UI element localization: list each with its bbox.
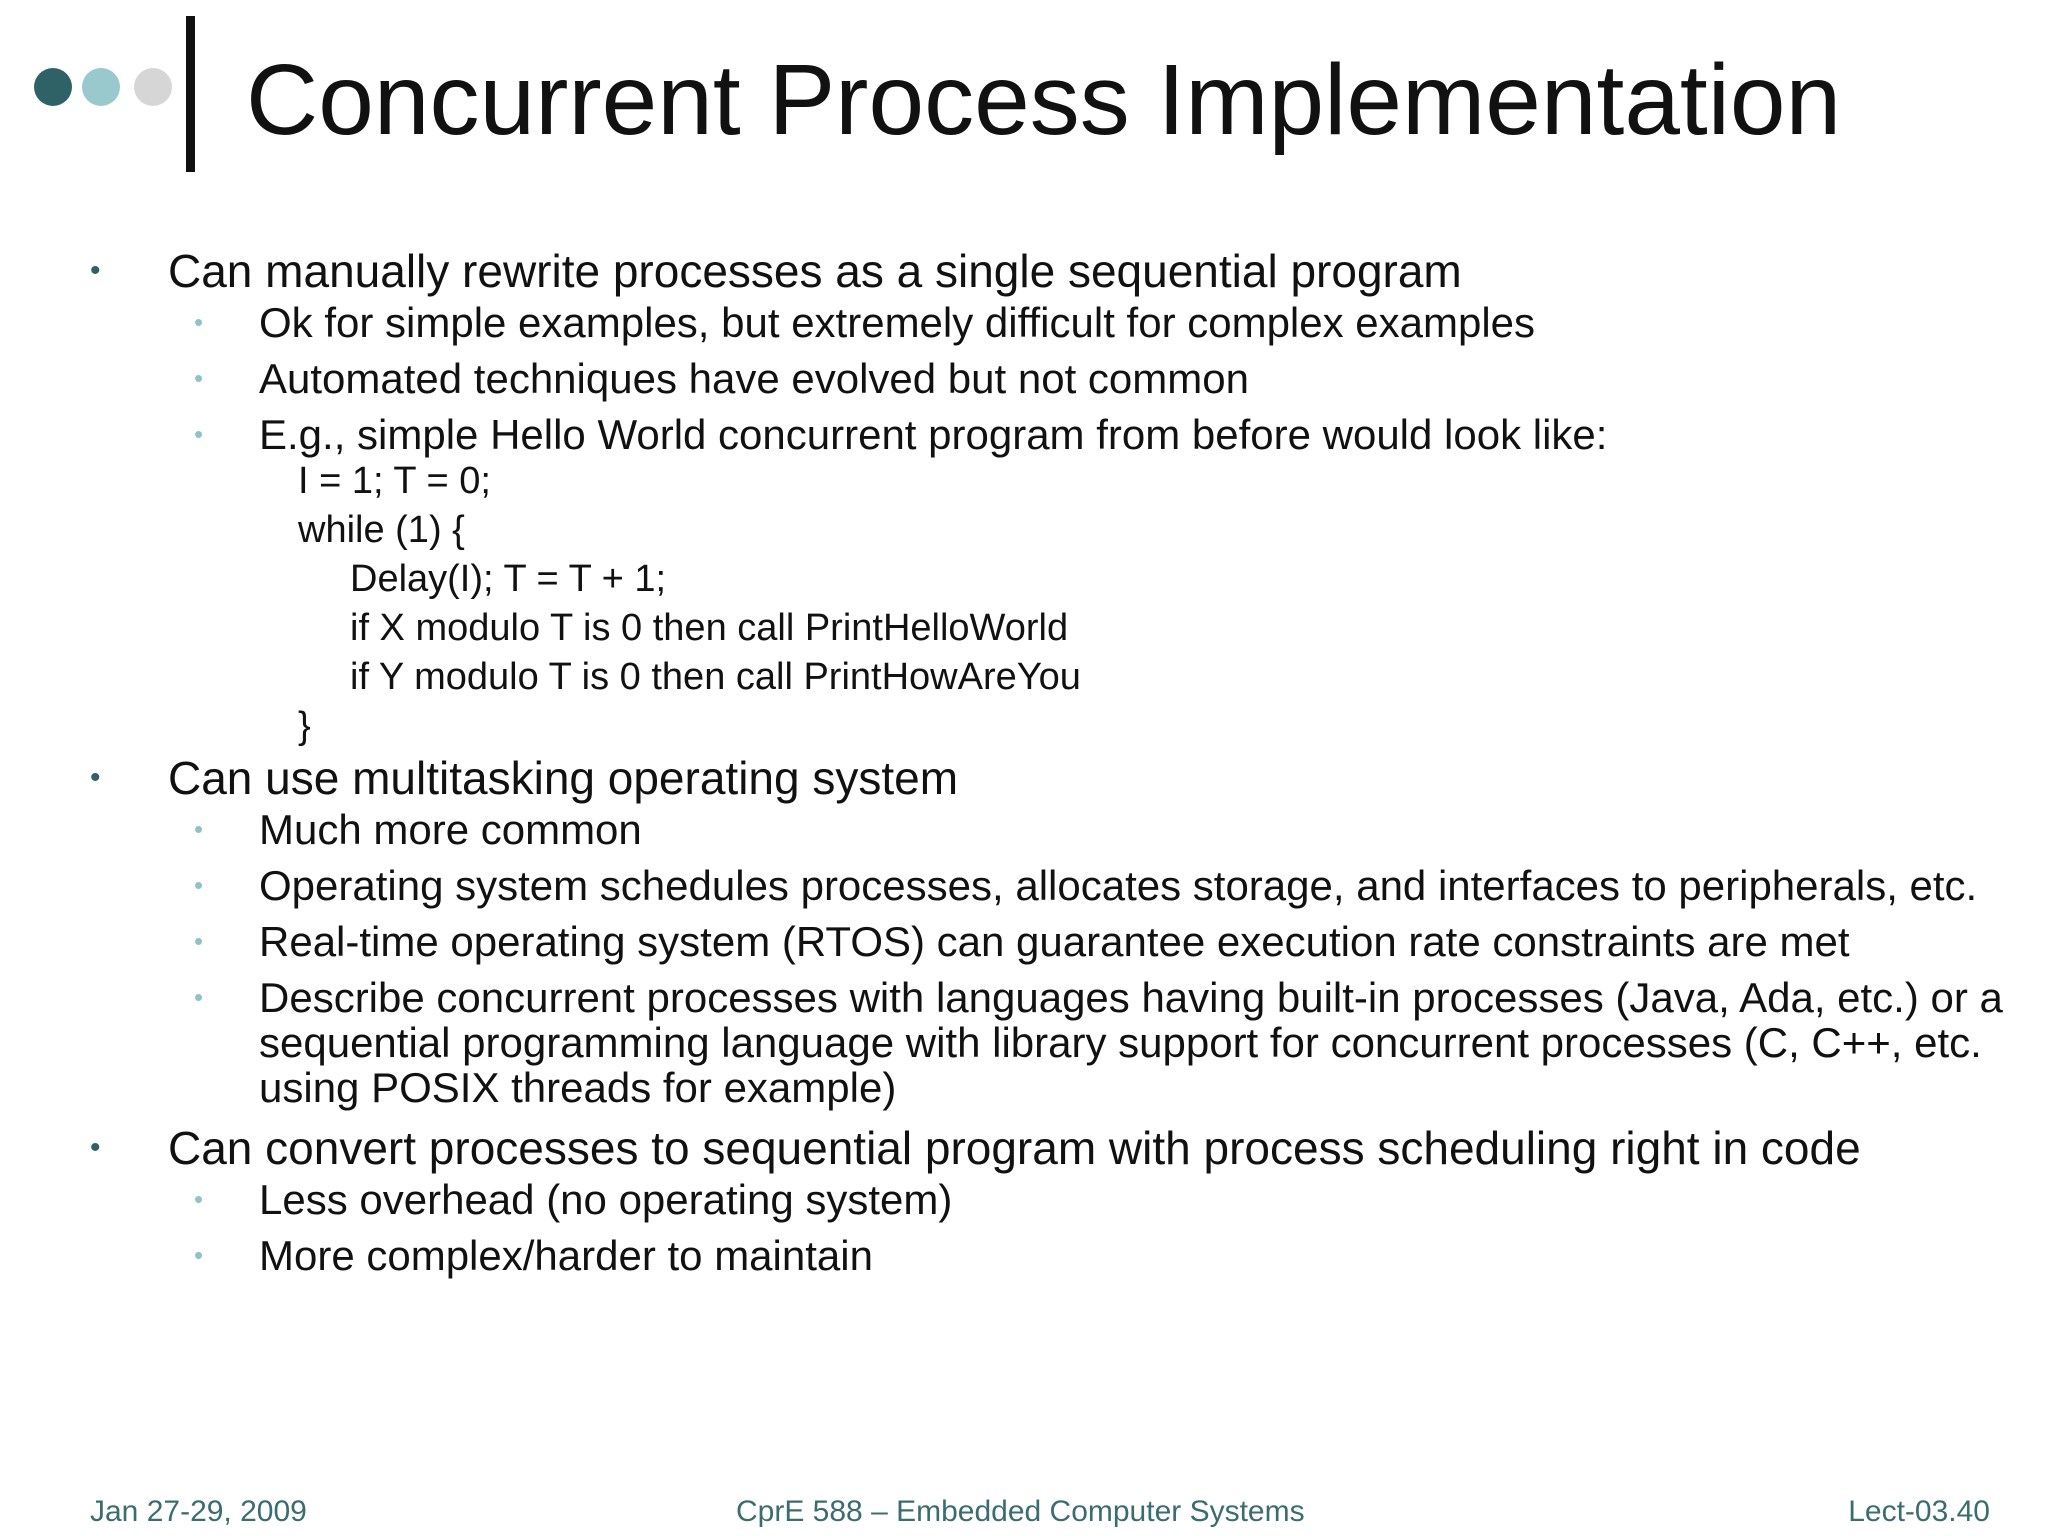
- sub-bullet-text: Ok for simple examples, but extremely difficult for complex examples: [259, 299, 1536, 346]
- sub-bullet-icon: •: [194, 1184, 204, 1214]
- sub-bullet-icon: •: [194, 870, 204, 900]
- bullet-level-2: [0, 807, 2048, 852]
- bullet-level-1: [0, 1121, 2048, 1175]
- bullet-text: Can manually rewrite processes as a single sequential program: [168, 245, 1462, 297]
- bullet-level-2: [0, 300, 2048, 345]
- sub-bullet-icon: •: [194, 926, 204, 956]
- bullet-level-2: [0, 975, 2048, 1110]
- sub-bullet-icon: •: [194, 814, 204, 844]
- bullet-level-2: [0, 1177, 2048, 1222]
- footer-slide-number: Lect-03.40: [1848, 1495, 1990, 1528]
- bullet-level-2: [0, 919, 2048, 964]
- sub-bullet-icon: •: [194, 982, 204, 1012]
- bullet-text: Can use multitasking operating system: [168, 752, 959, 804]
- bullet-text: Can convert processes to sequential program with process scheduling right in code: [168, 1122, 1861, 1174]
- title-divider: [186, 16, 195, 172]
- sub-bullet-text: E.g., simple Hello World concurrent program from before would look like:: [259, 411, 1608, 458]
- sub-bullet-icon: •: [194, 363, 204, 393]
- bullet-level-1: [0, 244, 2048, 298]
- code-line: I = 1; T = 0;: [298, 460, 491, 502]
- footer-date: Jan 27-29, 2009: [90, 1495, 307, 1528]
- sub-bullet-text: Describe concurrent processes with languages having built-in processes (Java, Ada, etc.) or a sequential programming language with library support for concurrent processes (C, C++, etc. using POSIX threads for example): [259, 974, 2003, 1111]
- bullet-level-2: [0, 863, 2048, 908]
- bullet-icon: •: [90, 254, 101, 287]
- sub-bullet-icon: •: [194, 1240, 204, 1270]
- sub-bullet-text: Real-time operating system (RTOS) can guarantee execution rate constraints are met: [259, 918, 1850, 965]
- code-line: while (1) {: [298, 509, 465, 551]
- slide-content: [0, 244, 2048, 1289]
- bullet-level-2: [0, 356, 2048, 401]
- code-line: if X modulo T is 0 then call PrintHelloWorld: [350, 607, 1069, 649]
- code-line: if Y modulo T is 0 then call PrintHowAreYou: [350, 656, 1081, 698]
- grey-dot-icon: [134, 68, 172, 106]
- sub-bullet-text: Automated techniques have evolved but not common: [259, 355, 1249, 402]
- sub-bullet-text: Less overhead (no operating system): [259, 1176, 953, 1223]
- code-line: }: [298, 705, 311, 747]
- bullet-icon: •: [90, 761, 101, 794]
- bullet-icon: •: [90, 1131, 101, 1164]
- sub-bullet-icon: •: [194, 307, 204, 337]
- code-example: [0, 457, 2048, 751]
- bullet-level-2: [0, 1233, 2048, 1278]
- sub-bullet-icon: •: [194, 419, 204, 449]
- light-dot-icon: [82, 68, 120, 106]
- bullet-level-1: [0, 751, 2048, 805]
- code-line: Delay(I); T = T + 1;: [350, 558, 667, 600]
- sub-bullet-text: Operating system schedules processes, allocates storage, and interfaces to peripherals, etc.: [259, 862, 1978, 909]
- slide-title: Concurrent Process Implementation: [246, 44, 1842, 156]
- sub-bullet-text: More complex/harder to maintain: [259, 1232, 873, 1279]
- dark-dot-icon: [34, 68, 72, 106]
- footer-course: CprE 588 – Embedded Computer Systems: [736, 1495, 1305, 1528]
- bullet-level-2: [0, 412, 2048, 457]
- sub-bullet-text: Much more common: [259, 806, 642, 853]
